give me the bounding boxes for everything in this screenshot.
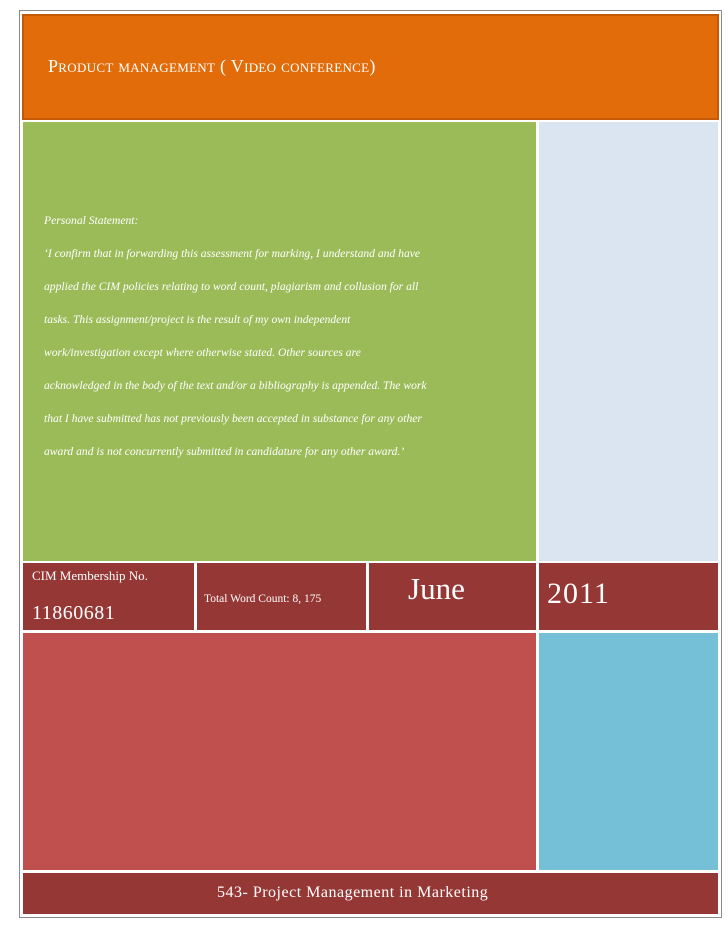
month-cell [368, 562, 537, 631]
title-band [22, 14, 719, 120]
word-count: Total Word Count: 8, 175 [204, 593, 322, 605]
year: 2011 [547, 577, 610, 610]
year-cell [538, 562, 719, 631]
statement-line: acknowledged in the body of the text and/or a bibliography is appended. The work [44, 379, 427, 392]
course-title: 543- Project Management in Marketing [217, 884, 489, 901]
statement-line: that I have submitted has not previously been accepted in substance for any other [44, 412, 422, 425]
blue-panel [538, 632, 719, 871]
statement-heading: Personal Statement: [44, 214, 139, 227]
side-panel-top [538, 121, 719, 562]
statement-line: ‘I confirm that in forwarding this assessment for marking, I understand and have [44, 247, 421, 260]
month: June [408, 571, 465, 606]
statement-line: work/investigation except where otherwise stated. Other sources are [44, 346, 361, 359]
statement-panel [22, 121, 537, 562]
membership-number: 11860681 [32, 602, 116, 624]
statement-line: tasks. This assignment/project is the result of my own independent [44, 313, 351, 326]
word-count-cell [196, 562, 367, 631]
membership-label: CIM Membership No. [32, 568, 148, 583]
footer-band [22, 872, 719, 915]
membership-cell [22, 562, 195, 631]
document-title: Product management ( Video conference) [48, 56, 376, 76]
personal-statement [44, 204, 524, 468]
statement-line: award and is not concurrently submitted in candidature for any other award.’ [44, 445, 405, 458]
red-panel [22, 632, 537, 871]
statement-line: applied the CIM policies relating to word count, plagiarism and collusion for all [44, 280, 419, 293]
